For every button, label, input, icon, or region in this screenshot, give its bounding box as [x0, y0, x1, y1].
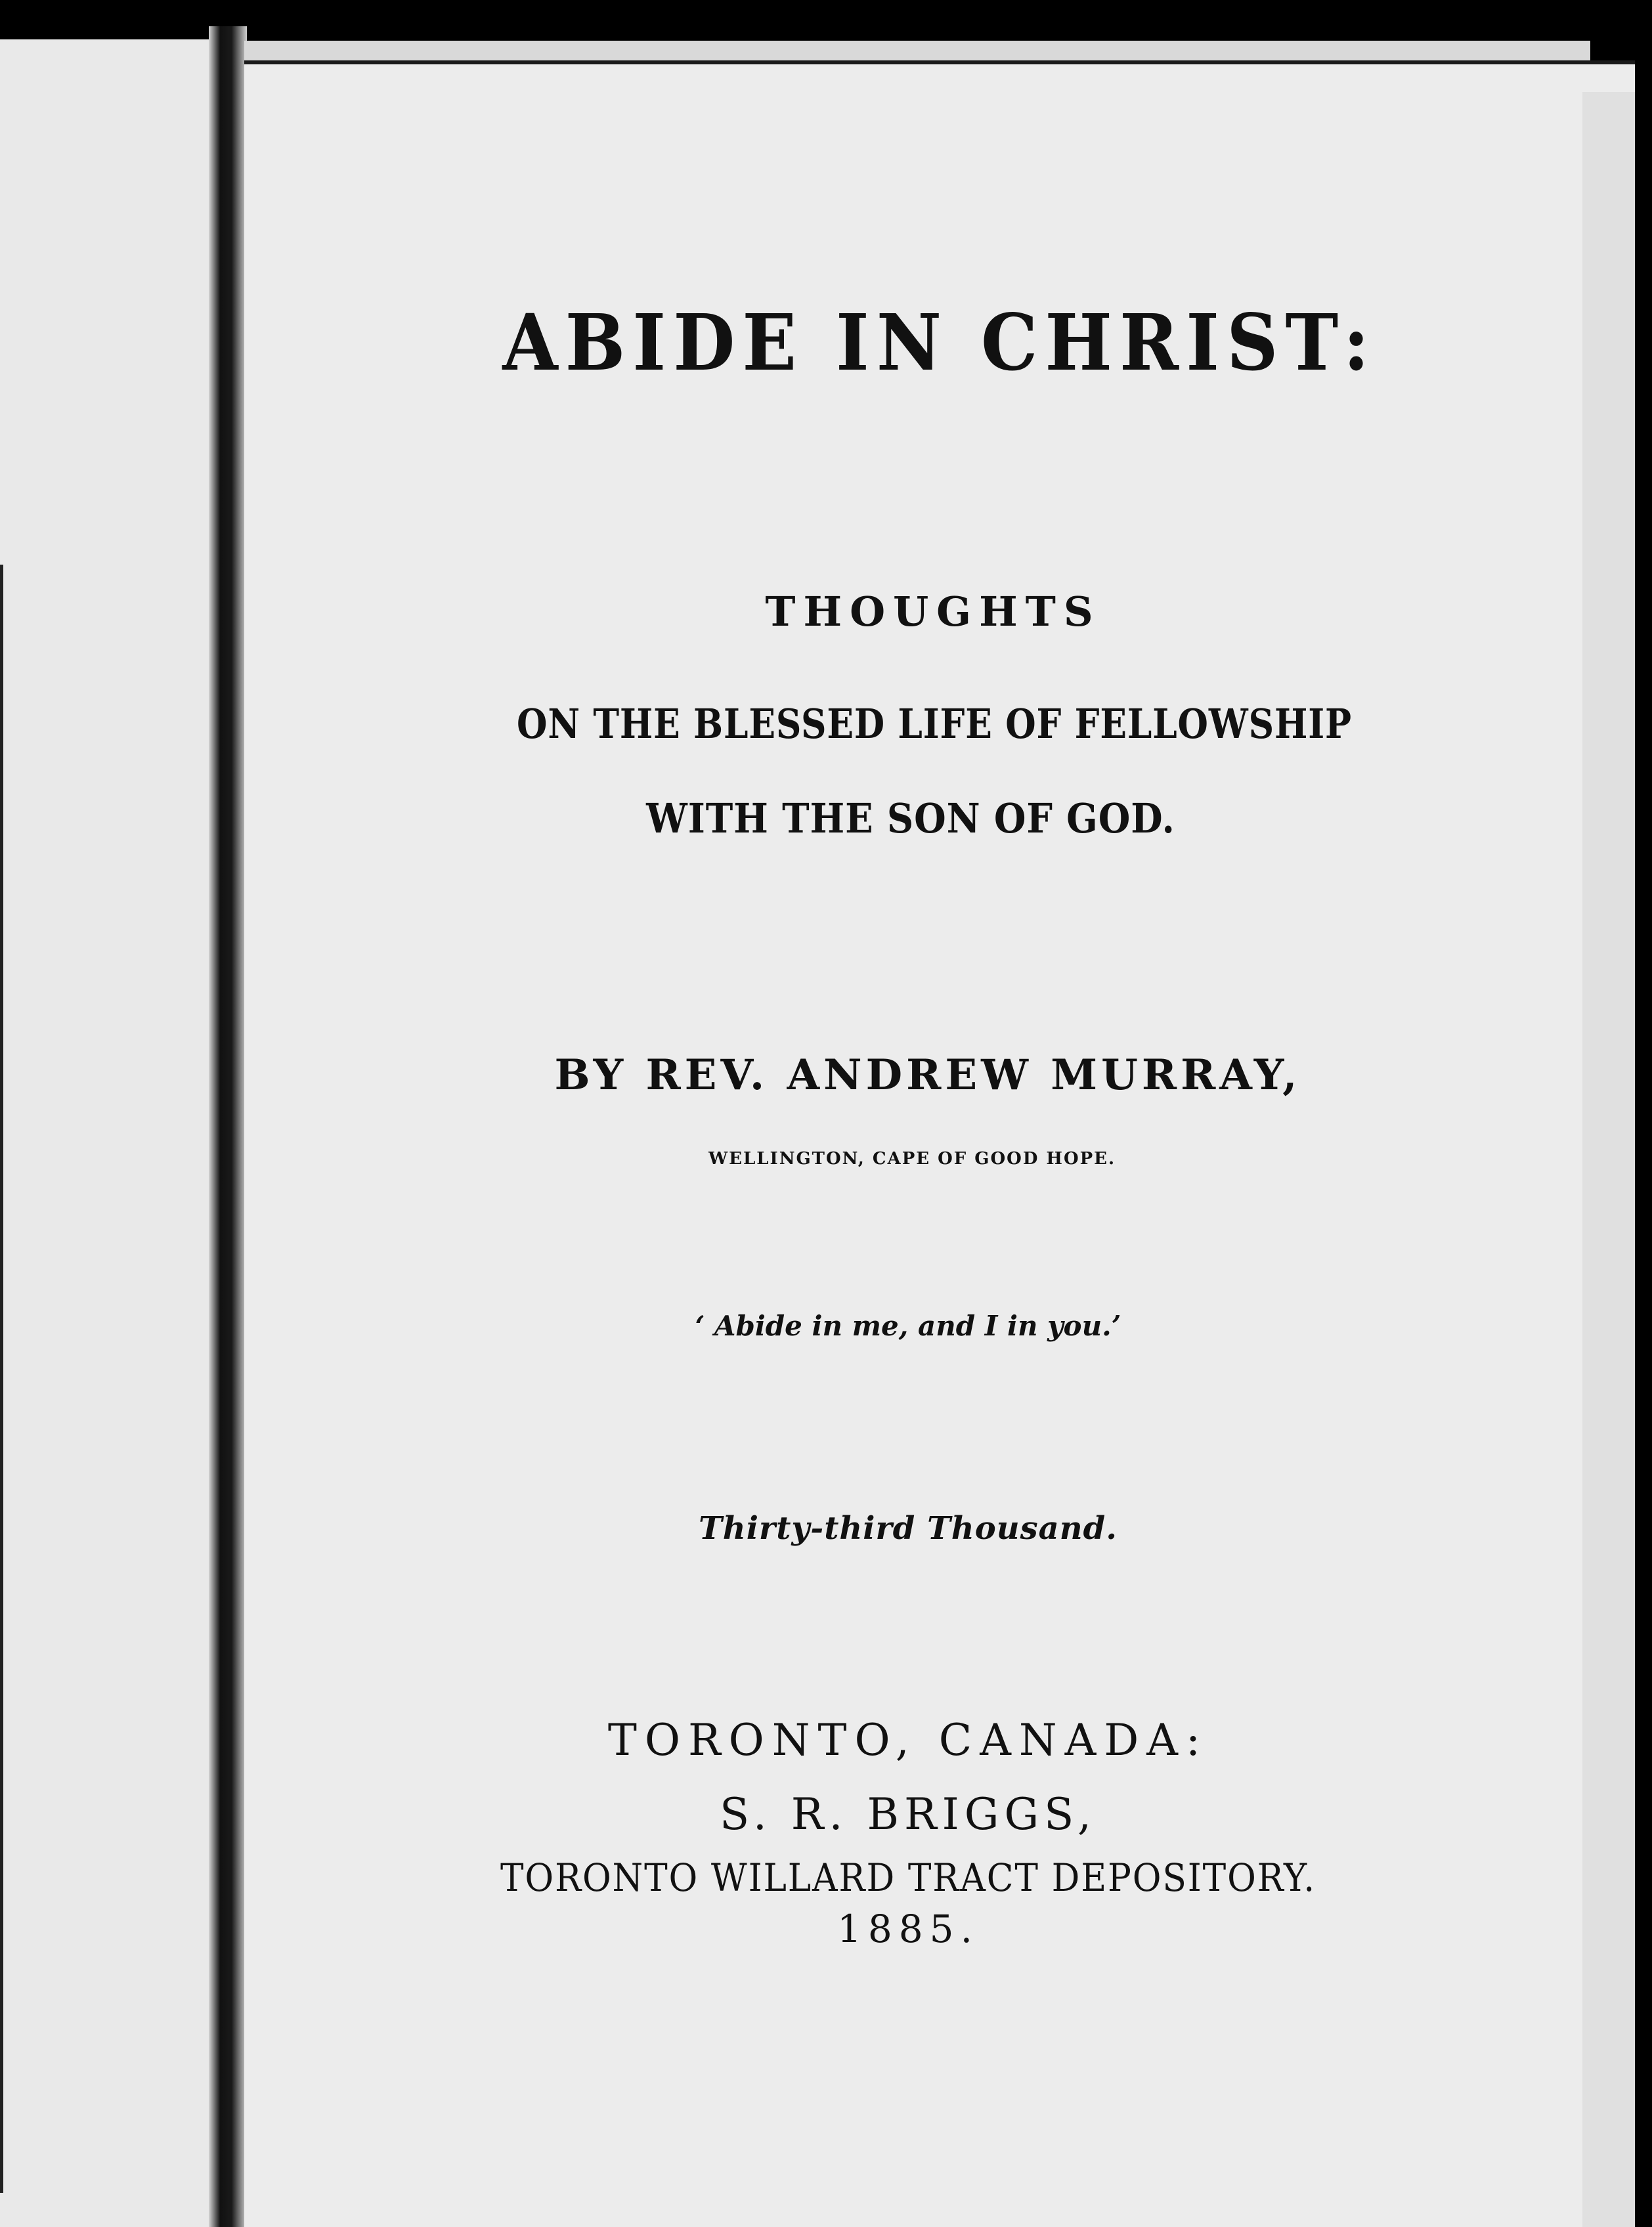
edition-line: Thirty-third Thousand.	[699, 1510, 1118, 1547]
author-location: WELLINGTON, CAPE OF GOOD HOPE.	[708, 1149, 1116, 1169]
left-page-edge	[0, 39, 223, 2227]
book-title: ABIDE IN CHRIST:	[502, 297, 1377, 388]
author-line: BY REV. ANDREW MURRAY,	[554, 1050, 1301, 1100]
publisher-name: S. R. BRIGGS,	[719, 1789, 1097, 1840]
epigraph: ‘ Abide in me, and I in you.’	[695, 1310, 1121, 1342]
publisher-depository: TORONTO WILLARD TRACT DEPOSITORY.	[500, 1855, 1316, 1900]
left-page-rule	[0, 565, 3, 2193]
publication-year: 1885.	[837, 1907, 980, 1951]
book-spine	[209, 26, 247, 2227]
subtitle-line-2: WITH THE SON OF GOD.	[646, 794, 1175, 842]
publication-place: TORONTO, CANADA:	[607, 1715, 1209, 1765]
page-top-strip	[244, 41, 1590, 60]
subtitle-line-1: ON THE BLESSED LIFE OF FELLOWSHIP	[517, 700, 1352, 748]
subtitle-heading: THOUGHTS	[765, 588, 1101, 636]
page-right-edge	[1582, 92, 1635, 2227]
